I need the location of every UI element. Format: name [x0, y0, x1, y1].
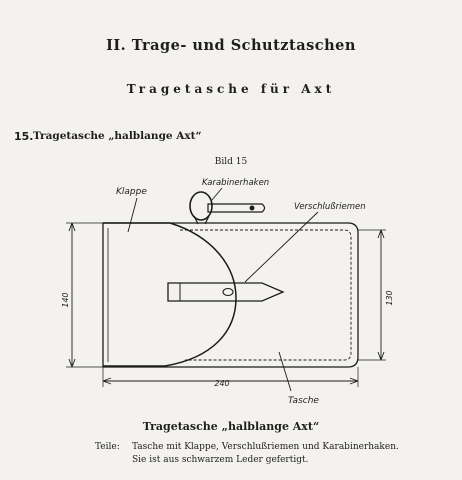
figure-caption: Tragetasche „halblange Axt“ [142, 420, 320, 433]
item-title: Tragetasche „halblange Axt“ [33, 130, 202, 142]
carabiner-strap [208, 204, 265, 212]
flap-outline [103, 223, 236, 366]
dim-height-left: 140 [61, 292, 70, 308]
carabiner-hook [190, 192, 212, 220]
bag-stitching [180, 230, 351, 360]
item-number: 15. [14, 130, 34, 143]
strap-stud [223, 289, 233, 296]
karabiner-leader [212, 188, 222, 200]
dim-height-right: 130 [385, 290, 394, 306]
dim-width: 240 [214, 379, 230, 388]
parts-label: Teile: [95, 442, 120, 452]
tasche-label: Tasche [288, 396, 319, 406]
klappe-leader [128, 198, 137, 232]
figure-label: Bild 15 [214, 157, 248, 167]
parts-line-1: Tasche mit Klappe, Verschlußriemen und Karabinerhaken. [132, 442, 399, 452]
parts-line-2: Sie ist aus schwarzem Leder gefertigt. [132, 455, 309, 465]
chapter-heading: II. Trage- und Schutztaschen [106, 37, 356, 54]
section-heading: Tragetasche für Axt [126, 82, 336, 96]
klappe-label: Klappe [116, 187, 147, 197]
karabinerhaken-label: Karabinerhaken [202, 178, 270, 188]
tasche-leader [279, 352, 291, 391]
verschlussriemen-label: Verschlußriemen [294, 202, 366, 212]
closure-strap [168, 283, 283, 301]
